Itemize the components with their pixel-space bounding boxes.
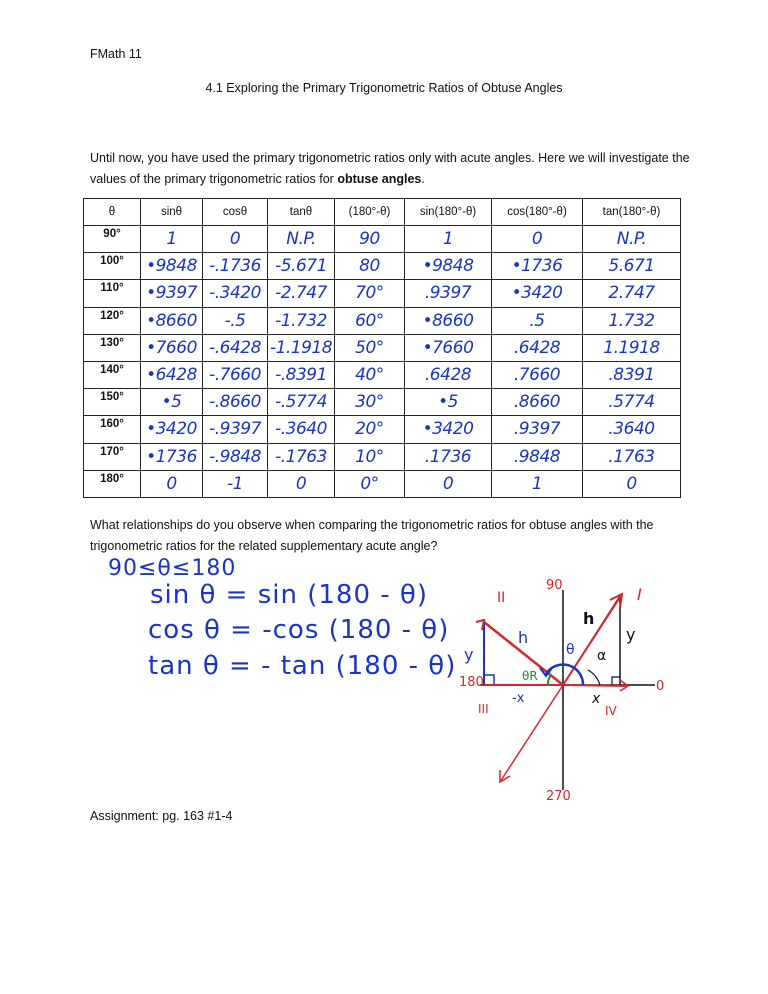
value-cell: •7660 xyxy=(405,334,492,361)
quadrant-4-label: IV xyxy=(605,704,617,718)
value-cell: 0 xyxy=(203,226,268,253)
value-cell: •1736 xyxy=(141,443,203,470)
table-row xyxy=(84,361,681,388)
value-cell: -.5 xyxy=(203,307,268,334)
angle-cell: 180° xyxy=(84,470,141,497)
value-cell: -.1763 xyxy=(268,443,335,470)
intro-text: Until now, you have used the primary trigonometric ratios only with acute angles. Here we will investigate the values of the primary trigonometric ratios for xyxy=(90,151,690,186)
angle-cell: 150° xyxy=(84,389,141,416)
value-cell: 1 xyxy=(492,470,583,497)
value-cell: -.5774 xyxy=(268,389,335,416)
col-header: (180°-θ) xyxy=(335,199,405,226)
value-cell: -.3640 xyxy=(268,416,335,443)
value-cell: •9848 xyxy=(405,253,492,280)
course-label: FMath 11 xyxy=(90,47,142,61)
y-label-q2: y xyxy=(464,645,474,664)
value-cell: 0 xyxy=(141,470,203,497)
value-cell: .3640 xyxy=(583,416,681,443)
value-cell: 80 xyxy=(335,253,405,280)
quadrant-2-label: II xyxy=(497,590,506,606)
value-cell: 40° xyxy=(335,361,405,388)
hypotenuse-label-q2: h xyxy=(518,628,529,647)
angle-cell: 130° xyxy=(84,334,141,361)
table-row xyxy=(84,334,681,361)
value-cell: .9848 xyxy=(492,443,583,470)
value-cell: 5.671 xyxy=(583,253,681,280)
value-cell: 1.732 xyxy=(583,307,681,334)
intro-paragraph xyxy=(90,148,690,190)
value-cell: 1.1918 xyxy=(583,334,681,361)
table-row xyxy=(84,307,681,334)
col-header: tanθ xyxy=(268,199,335,226)
value-cell: .5 xyxy=(492,307,583,334)
page-title: 4.1 Exploring the Primary Trigonometric Ratios of Obtuse Angles xyxy=(205,81,563,95)
theta-r-label: θR xyxy=(522,669,538,683)
value-cell: 0 xyxy=(405,470,492,497)
col-header: tan(180°-θ) xyxy=(583,199,681,226)
value-cell: -.8660 xyxy=(203,389,268,416)
value-cell: •9848 xyxy=(141,253,203,280)
trig-table xyxy=(83,198,681,498)
col-header: θ xyxy=(84,199,141,226)
value-cell: •3420 xyxy=(405,416,492,443)
hypotenuse-label-q1: h xyxy=(583,609,595,628)
angle-cell: 90° xyxy=(84,226,141,253)
value-cell: 20° xyxy=(335,416,405,443)
neg-x-label: -x xyxy=(512,691,525,706)
question-text: What relationships do you observe when comparing the trigonometric ratios for obtuse angles with the trigonometric ratios for the related supplementary acute angle? xyxy=(90,518,654,553)
col-header: sinθ xyxy=(141,199,203,226)
table-header-row xyxy=(84,199,681,226)
value-cell: -.9848 xyxy=(203,443,268,470)
angle-cell: 170° xyxy=(84,443,141,470)
theta-label: θ xyxy=(566,642,575,658)
table-row xyxy=(84,280,681,307)
value-cell: -.6428 xyxy=(203,334,268,361)
value-cell: -.9397 xyxy=(203,416,268,443)
col-header: cos(180°-θ) xyxy=(492,199,583,226)
equation-cos: cos θ = -cos (180 - θ) xyxy=(148,615,450,645)
value-cell: 50° xyxy=(335,334,405,361)
value-cell: -2.747 xyxy=(268,280,335,307)
value-cell: •5 xyxy=(141,389,203,416)
value-cell: 90 xyxy=(335,226,405,253)
value-cell: 2.747 xyxy=(583,280,681,307)
y-label-q1: y xyxy=(626,625,636,644)
label-180: 180 xyxy=(459,675,484,690)
table-row xyxy=(84,470,681,497)
value-cell: .7660 xyxy=(492,361,583,388)
value-cell: •5 xyxy=(405,389,492,416)
equation-tan: tan θ = - tan (180 - θ) xyxy=(148,651,457,681)
value-cell: .9397 xyxy=(405,280,492,307)
value-cell: 1 xyxy=(405,226,492,253)
value-cell: -.8391 xyxy=(268,361,335,388)
value-cell: •8660 xyxy=(141,307,203,334)
value-cell: -1.732 xyxy=(268,307,335,334)
value-cell: N.P. xyxy=(583,226,681,253)
value-cell: •8660 xyxy=(405,307,492,334)
angle-cell: 110° xyxy=(84,280,141,307)
table-row xyxy=(84,253,681,280)
alpha-label: α xyxy=(597,648,607,664)
value-cell: 70° xyxy=(335,280,405,307)
value-cell: 0° xyxy=(335,470,405,497)
value-cell: N.P. xyxy=(268,226,335,253)
range-note: 90≤θ≤180 xyxy=(108,556,237,581)
value-cell: •3420 xyxy=(141,416,203,443)
value-cell: .9397 xyxy=(492,416,583,443)
quadrant-3-label: III xyxy=(478,702,489,716)
angle-diagram xyxy=(440,560,710,805)
x-label: x xyxy=(592,691,601,707)
value-cell: .5774 xyxy=(583,389,681,416)
value-cell: 1 xyxy=(141,226,203,253)
table-row xyxy=(84,389,681,416)
value-cell: .1736 xyxy=(405,443,492,470)
table-row xyxy=(84,226,681,253)
value-cell: -5.671 xyxy=(268,253,335,280)
value-cell: .1763 xyxy=(583,443,681,470)
value-cell: 0 xyxy=(268,470,335,497)
angle-cell: 140° xyxy=(84,361,141,388)
quadrant-1-label: I xyxy=(637,585,642,604)
value-cell: -1.1918 xyxy=(268,334,335,361)
value-cell: .6428 xyxy=(492,334,583,361)
value-cell: 30° xyxy=(335,389,405,416)
value-cell: -.3420 xyxy=(203,280,268,307)
table-row xyxy=(84,416,681,443)
value-cell: -.7660 xyxy=(203,361,268,388)
label-90: 90 xyxy=(546,578,563,593)
intro-end: . xyxy=(421,172,425,186)
equation-sin: sin θ = sin (180 - θ) xyxy=(150,580,428,610)
value-cell: •6428 xyxy=(141,361,203,388)
value-cell: -1 xyxy=(203,470,268,497)
value-cell: •7660 xyxy=(141,334,203,361)
value-cell: •1736 xyxy=(492,253,583,280)
value-cell: 60° xyxy=(335,307,405,334)
intro-bold: obtuse angles xyxy=(337,172,422,186)
angle-cell: 100° xyxy=(84,253,141,280)
label-270: 270 xyxy=(546,789,571,804)
assignment-text: Assignment: pg. 163 #1-4 xyxy=(90,809,233,823)
value-cell: -.1736 xyxy=(203,253,268,280)
value-cell: .6428 xyxy=(405,361,492,388)
value-cell: 0 xyxy=(583,470,681,497)
value-cell: •3420 xyxy=(492,280,583,307)
label-0: 0 xyxy=(656,679,665,694)
table-row xyxy=(84,443,681,470)
angle-cell: 120° xyxy=(84,307,141,334)
value-cell: 10° xyxy=(335,443,405,470)
angle-cell: 160° xyxy=(84,416,141,443)
value-cell: .8660 xyxy=(492,389,583,416)
col-header: cosθ xyxy=(203,199,268,226)
value-cell: .8391 xyxy=(583,361,681,388)
value-cell: 0 xyxy=(492,226,583,253)
value-cell: •9397 xyxy=(141,280,203,307)
col-header: sin(180°-θ) xyxy=(405,199,492,226)
